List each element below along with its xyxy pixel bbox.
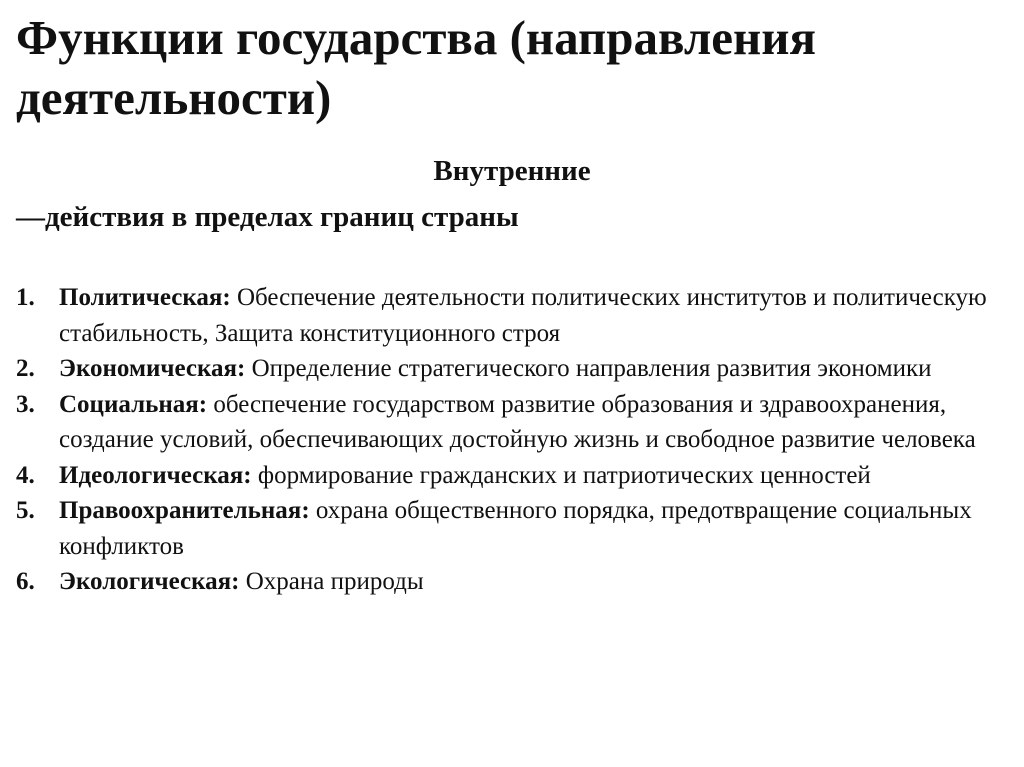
item-number: 6. (16, 568, 35, 595)
list-item (16, 493, 1011, 564)
slide-title: Функции государства (направления деятельности) (16, 10, 817, 125)
function-name: Экономическая: (59, 355, 252, 382)
function-name: Политическая: (59, 284, 237, 311)
item-number: 2. (16, 355, 35, 382)
function-description: формирование гражданских и патриотических ценностей (257, 461, 871, 489)
function-name: Экологическая: (59, 568, 246, 595)
item-number: 4. (16, 461, 35, 489)
list-item (16, 458, 1011, 494)
function-name: Социальная: (59, 390, 214, 418)
function-description: Охрана природы (245, 568, 424, 595)
section-heading: Внутренние (433, 155, 591, 187)
list-item (16, 387, 1011, 458)
function-description: Определение стратегического направления развития экономики (251, 355, 932, 382)
function-name: Правоохранительная: (59, 497, 316, 524)
item-number: 5. (16, 497, 35, 524)
list-item (16, 564, 1011, 600)
list-item (16, 351, 1011, 387)
function-description: охрана общественного порядка, предотвращение социальных конфликтов (59, 497, 972, 560)
functions-list (16, 280, 1011, 600)
section-definition: —действия в пределах границ страны (16, 201, 519, 233)
item-number: 1. (16, 284, 35, 311)
function-description: обеспечение государством развитие образования и здравоохранения, создание условий, обеспечивающих достойную жизнь и свободное развитие человека (59, 390, 976, 453)
list-item (16, 280, 1011, 351)
function-description: Обеспечение деятельности политических институтов и политическую стабильность, Защита конституционного строя (59, 284, 987, 347)
function-name: Идеологическая: (59, 461, 258, 489)
item-number: 3. (16, 390, 35, 418)
